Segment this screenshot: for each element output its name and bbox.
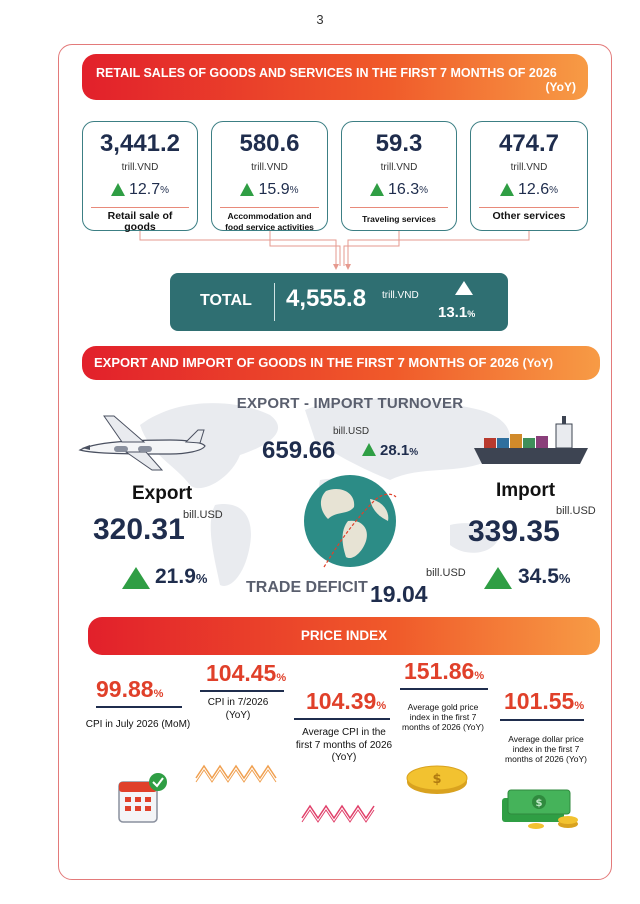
retail-card-goods — [82, 121, 198, 231]
price-value-cpi-july — [96, 676, 163, 703]
retail-title: RETAIL SALES OF GOODS AND SERVICES IN THE FIRST 7 MONTHS OF 2026 — [96, 66, 557, 80]
card-label: Other services — [479, 207, 579, 222]
increase-arrow-icon — [370, 183, 384, 196]
total-change-value: 13.1 — [438, 304, 468, 321]
increase-arrow-icon — [240, 183, 254, 196]
calendar-icon — [116, 772, 170, 826]
card-change — [212, 179, 327, 199]
deficit-unit: bill.USD — [426, 567, 466, 579]
total-unit: trill.VND — [382, 290, 419, 301]
price-percent: % — [276, 672, 287, 684]
price-value: 151.86 — [404, 658, 475, 684]
price-value: 104.45 — [206, 660, 277, 686]
card-change — [471, 179, 587, 199]
import-unit: bill.USD — [556, 505, 596, 517]
increase-arrow-icon — [500, 183, 514, 196]
turnover-change — [380, 442, 418, 459]
turnover-unit: bill.USD — [333, 426, 370, 437]
card-label: Accommodation and food service activities — [220, 207, 319, 233]
price-value-gold — [404, 658, 484, 685]
price-percent: % — [376, 700, 387, 712]
price-label-cpi-july: CPI in July 2026 (MoM) — [85, 719, 191, 730]
total-value: 4,555.8 — [286, 285, 367, 312]
export-change-value: 21.9 — [155, 565, 196, 588]
card-value: 474.7 — [498, 130, 560, 157]
change-percent: % — [289, 185, 299, 196]
card-label: Traveling services — [350, 207, 448, 225]
total-box — [170, 273, 508, 331]
price-label-cpi-7-2026: CPI in 7/2026 (YoY) — [207, 697, 269, 721]
increase-arrow-icon — [484, 567, 512, 589]
trade-banner — [82, 346, 600, 380]
total-change-percent: % — [467, 309, 476, 319]
card-value: 580.6 — [239, 130, 300, 157]
change-value: 15.9 — [258, 181, 290, 198]
price-percent: % — [574, 700, 585, 712]
change-value: 12.6 — [517, 181, 550, 198]
globe-icon — [296, 471, 406, 571]
airplane-icon — [74, 412, 210, 476]
retail-banner — [82, 54, 588, 100]
total-change — [438, 304, 475, 321]
change-value: 16.3 — [387, 181, 420, 198]
price-percent: % — [474, 670, 485, 682]
import-label: Import — [496, 480, 556, 501]
increase-arrow-icon — [362, 443, 376, 456]
export-value: 320.31 — [93, 513, 185, 546]
price-banner — [88, 617, 600, 655]
import-change — [518, 565, 570, 589]
price-label-dollar: Average dollar price index in the first 7 months of 2026 (YoY) — [505, 734, 587, 764]
money-icon — [496, 780, 582, 830]
svg-text:$: $ — [535, 798, 543, 809]
card-unit: trill.VND — [510, 162, 548, 173]
card-unit: trill.VND — [380, 162, 418, 173]
page-number: 3 — [316, 12, 324, 27]
price-value: 101.55 — [504, 688, 575, 714]
decorative-pattern-icon — [298, 800, 378, 824]
cargo-ship-icon — [470, 414, 594, 470]
turnover-change-value: 28.1 — [380, 442, 410, 459]
card-unit: trill.VND — [251, 162, 288, 173]
turnover-value: 659.66 — [262, 437, 336, 464]
price-label-gold: Average gold price index in the first 7 months of 2026 (YoY) — [402, 702, 484, 732]
retail-card-accommodation — [211, 121, 328, 231]
deficit-label: TRADE DEFICIT — [246, 579, 368, 596]
card-change — [342, 179, 456, 199]
import-change-percent: % — [558, 571, 571, 586]
svg-text:$: $ — [432, 772, 442, 787]
increase-arrow-icon — [111, 183, 125, 196]
divider — [96, 706, 182, 708]
retail-yoy: (YoY) — [545, 80, 576, 94]
change-value: 12.7 — [128, 181, 161, 198]
card-unit: trill.VND — [121, 162, 159, 173]
gold-coin-icon — [404, 762, 470, 796]
price-value: 104.39 — [306, 688, 377, 714]
turnover-label: EXPORT - IMPORT TURNOVER — [236, 395, 464, 412]
increase-arrow-icon — [122, 567, 150, 589]
export-unit: bill.USD — [183, 509, 223, 521]
retail-card-traveling — [341, 121, 457, 231]
card-value: 59.3 — [375, 130, 423, 157]
divider — [294, 718, 390, 720]
card-value: 3,441.2 — [99, 130, 181, 157]
total-label: TOTAL — [200, 292, 252, 309]
export-change — [155, 565, 207, 589]
price-value: 99.88 — [96, 676, 154, 702]
trade-title: EXPORT AND IMPORT OF GOODS IN THE FIRST 7 MONTHS OF 2026 — [94, 355, 519, 370]
trade-yoy: (YoY) — [522, 356, 554, 370]
deficit-value: 19.04 — [370, 581, 428, 607]
turnover-change-percent: % — [409, 447, 419, 458]
card-label: Retail sale of goods — [91, 207, 189, 233]
change-percent: % — [549, 185, 559, 196]
decorative-pattern-icon — [192, 760, 282, 784]
price-value-cpi-7-2026 — [206, 660, 286, 687]
divider — [200, 690, 284, 692]
import-change-value: 34.5 — [518, 565, 559, 588]
divider — [500, 719, 584, 721]
increase-arrow-icon — [455, 281, 473, 295]
export-change-percent: % — [195, 571, 208, 586]
export-label: Export — [132, 483, 193, 504]
import-value: 339.35 — [468, 515, 560, 548]
total-divider — [274, 283, 275, 321]
price-value-average-cpi — [306, 688, 386, 715]
price-label-average-cpi: Average CPI in the first 7 months of 2026 (YoY) — [295, 727, 393, 763]
price-value-dollar — [504, 688, 584, 715]
retail-card-other — [470, 121, 588, 231]
divider — [400, 688, 488, 690]
price-percent: % — [153, 688, 164, 700]
change-percent: % — [160, 185, 170, 196]
card-change — [83, 179, 197, 199]
change-percent: % — [419, 185, 429, 196]
price-title: PRICE INDEX — [300, 628, 388, 643]
